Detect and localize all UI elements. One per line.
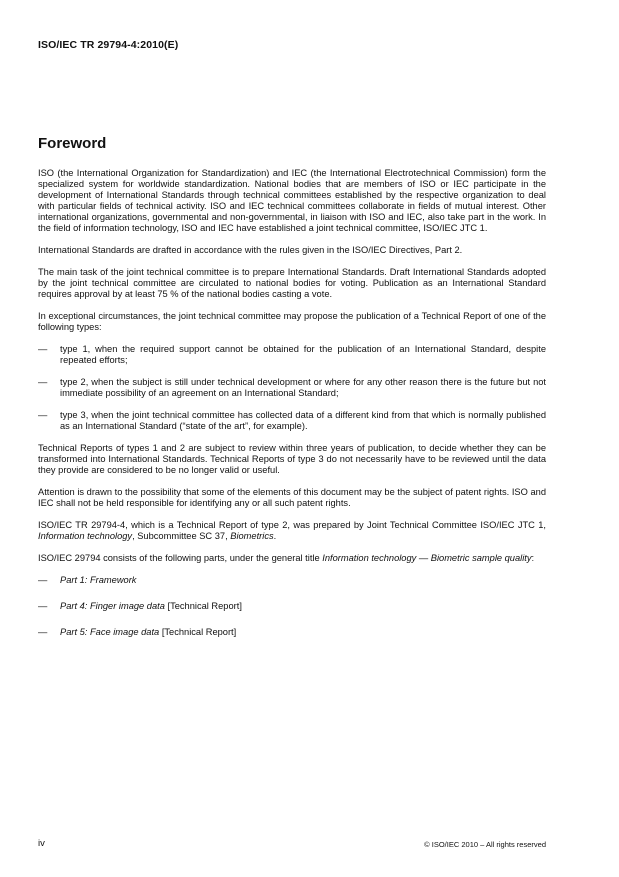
text-run-italic: Biometrics [230,531,274,541]
part-title: Part 4: Finger image data [60,601,165,611]
foreword-body [38,168,546,653]
list-item-part-1 [38,575,546,586]
list-item-text: type 1, when the required support cannot be obtained for the publication of an International Standard, despite repeated efforts; [60,344,546,365]
dash-marker: — [38,410,48,420]
list-item-text: type 2, when the subject is still under technical development or where for any other reason there is the future but not immediate possibility of an agreement on an International Standard; [60,377,546,398]
paragraph-iso-iec-intro: ISO (the International Organization for Standardization) and IEC (the International Electrotechnical Commission) form the specialized system for worldwide standardization. National bodies that are members of ISO or IEC participate in the development of International Standards through technical committees established by the respective organization to deal with particular fields of technical activity. ISO and IEC technical committees collaborate in fields of mutual interest. Other international organizations, governmental and non-governmental, in liaison with ISO and IEC, also take part in the work. In the field of information technology, ISO and IEC have established a joint technical committee, ISO/IEC JTC 1. [38,168,546,233]
list-item-text [60,627,546,638]
dash-marker: — [38,627,48,637]
document-id-header: ISO/IEC TR 29794-4:2010(E) [38,39,179,51]
page-title: Foreword [38,135,107,152]
text-run: ISO/IEC 29794 consists of the following parts, under the general title [38,553,323,563]
copyright-notice: © ISO/IEC 2010 – All rights reserved [424,840,546,849]
list-item-part-4 [38,601,546,612]
text-run: ISO/IEC TR 29794-4, which is a Technical Report of type 2, was prepared by Joint Technical Committee ISO/IEC JTC 1, [38,520,546,530]
list-item-text [60,601,546,612]
paragraph-parts-intro [38,553,546,564]
dash-marker: — [38,575,48,585]
part-title: Part 1: Framework [60,575,137,585]
paragraph-review: Technical Reports of types 1 and 2 are subject to review within three years of publication, to decide whether they can be transformed into International Standards. Technical Reports of type 3 do not necessarily have to be reviewed until the data they provide are considered to be no longer valid or useful. [38,443,546,475]
text-run: , Subcommittee SC 37, [132,531,231,541]
paragraph-patent: Attention is drawn to the possibility that some of the elements of this document may be the subject of patent rights. ISO and IEC shall not be held responsible for identifying any or all such patent rights. [38,487,546,508]
text-run-italic: Information technology — Biometric sample quality [322,553,532,563]
text-run: . [273,531,277,541]
list-item-text [60,575,546,586]
part-note: [Technical Report] [159,627,237,637]
paragraph-directives: International Standards are drafted in accordance with the rules given in the ISO/IEC Directives, Part 2. [38,245,463,255]
list-item-text: type 3, when the joint technical committee has collected data of a different kind from that which is normally published as an International Standard (“state of the art”, for example). [60,410,546,431]
dash-marker: — [38,377,48,387]
text-run-italic: Information technology [38,531,133,541]
list-item-type-3 [38,410,546,432]
dash-marker: — [38,344,48,354]
part-note: [Technical Report] [164,601,242,611]
part-title: Part 5: Face image data [60,627,160,637]
paragraph-exceptional: In exceptional circumstances, the joint technical committee may propose the publication of a Technical Report of one of the following types: [38,311,546,332]
paragraph-main-task: The main task of the joint technical committee is to prepare International Standards. Draft International Standards adopted by the joint technical committee are circulated to national bodies for voting. Publication as an International Standard requires approval by at least 75 % of the national bodies casting a vote. [38,267,546,299]
list-item-part-5 [38,627,546,638]
dash-marker: — [38,601,48,611]
list-item-type-1 [38,344,546,366]
text-run: : [531,553,535,563]
paragraph-prepared-by [38,520,546,542]
page-number: iv [38,838,45,849]
list-item-type-2 [38,377,546,399]
